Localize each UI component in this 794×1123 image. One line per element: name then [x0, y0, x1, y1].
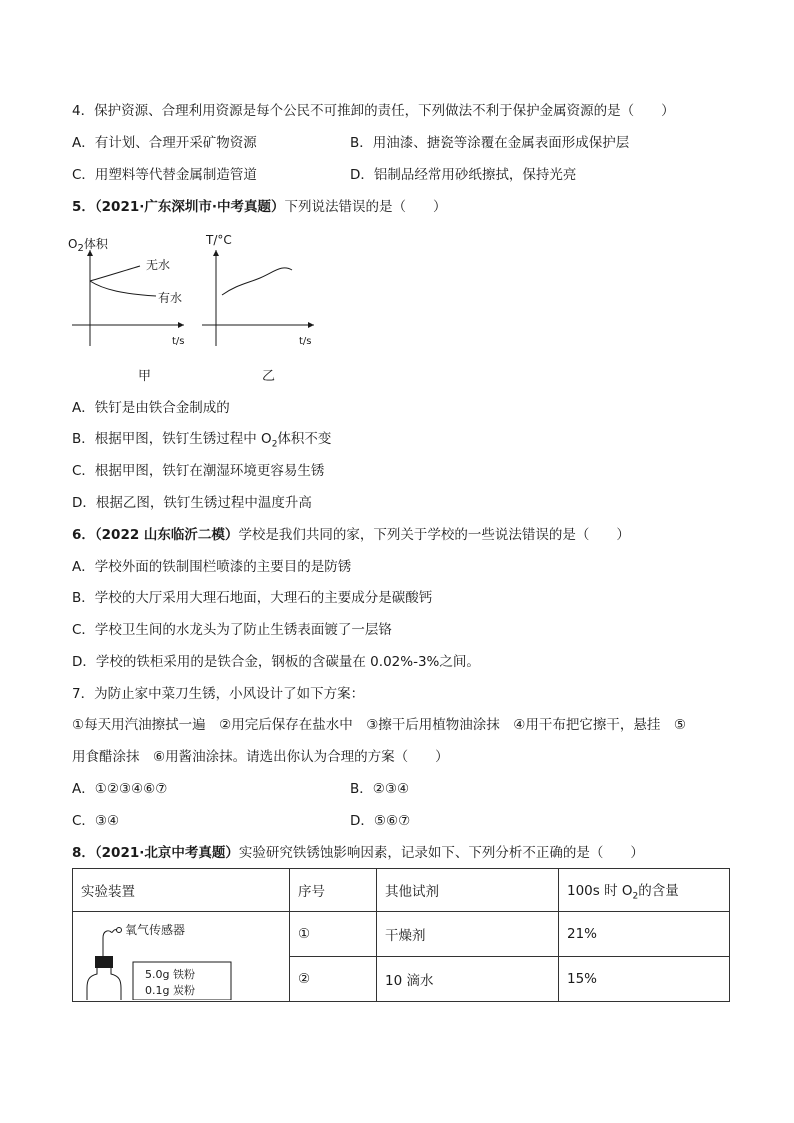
q8-stem: 实验研究铁锈蚀影响因素，记录如下、下列分析不正确的是（ ） — [238, 845, 644, 861]
q8-source: （2021·北京中考真题） — [94, 845, 239, 861]
q5-option-a: A．铁钉是由铁合金制成的 — [72, 400, 230, 416]
sensor-wire — [103, 930, 117, 956]
row-2-o2-content: 15% — [559, 957, 730, 1002]
q5-option-b: B．根据甲图，铁钉生锈过程中 $O_2$体积不变 — [72, 431, 332, 450]
row-2-number: ② — [290, 957, 377, 1002]
q7-option-c: C．③④ — [72, 813, 120, 829]
q7-option-d: D．⑤⑥⑦ — [350, 813, 411, 829]
reagent-carbon: 0.1g 炭粉 — [145, 984, 195, 997]
sensor-label: 氧气传感器 — [125, 923, 186, 937]
reagent-iron: 5.0g 铁粉 — [145, 968, 195, 981]
series-label-youshui: 有水 — [158, 291, 183, 305]
table-header-apparatus: 实验装置 — [73, 869, 290, 912]
q6-stem: 学校是我们共同的家，下列关于学校的一些说法错误的是（ ） — [238, 527, 630, 543]
table-row — [73, 912, 730, 957]
apparatus-diagram — [73, 912, 287, 1000]
experiment-table — [72, 868, 730, 1002]
row-1-o2-content: 21% — [559, 912, 730, 957]
q5-option-c: C．根据甲图，铁钉在潮湿环境更容易生锈 — [72, 463, 325, 479]
row-1-number: ① — [290, 912, 377, 957]
table-header-row — [73, 869, 730, 912]
graph-yi — [196, 228, 326, 350]
q5-source: （2021·广东深圳市·中考真题） — [94, 199, 285, 215]
q4-option-a: A．有计划、合理开采矿物资源 — [72, 135, 257, 151]
q6-number: 6． — [72, 527, 95, 543]
row-2-reagent: 10 滴水 — [377, 957, 559, 1002]
q7-stem: 7．为防止家中菜刀生锈，小风设计了如下方案： — [72, 686, 365, 702]
graph-yi-xlabel: t/s — [299, 336, 312, 347]
q7-option-a: A．①②③④⑥⑦ — [72, 781, 168, 797]
q5-stem: 下列说法错误的是（ ） — [284, 199, 447, 215]
series-line-wushui — [90, 266, 140, 281]
row-1-reagent: 干燥剂 — [377, 912, 559, 957]
apparatus-cell — [73, 912, 290, 1002]
graph-jia-ylabel: $O_2$体积 — [68, 237, 108, 254]
graph-jia-caption: 甲 — [138, 369, 152, 384]
q4-option-d: D．铝制品经常用砂纸擦拭，保持光亮 — [350, 167, 577, 183]
q4-option-c: C．用塑料等代替金属制造管道 — [72, 167, 257, 183]
q4-option-b: B．用油漆、搪瓷等涂覆在金属表面形成保护层 — [350, 135, 630, 151]
flask-stopper — [95, 956, 113, 968]
q8-number: 8． — [72, 845, 95, 861]
series-label-wushui: 无水 — [146, 258, 171, 272]
q6-option-d: D．学校的铁柜采用的是铁合金，钢板的含碳量在 0.02%-3%之间。 — [72, 654, 480, 670]
series-line-youshui — [90, 281, 156, 296]
flask-right-wall — [111, 968, 121, 1000]
graph-yi-ylabel: T/°C — [206, 233, 232, 247]
table-header-o2-content: 100s 时 $O_2$的含量 — [559, 869, 730, 912]
q6-source: （2022 山东临沂二模） — [94, 527, 239, 543]
q5-stem-line — [72, 197, 447, 217]
q6-option-c: C．学校卫生间的水龙头为了防止生锈表面镀了一层铬 — [72, 622, 392, 638]
q5-number: 5． — [72, 199, 95, 215]
q5-option-d: D．根据乙图，铁钉生锈过程中温度升高 — [72, 495, 312, 511]
table-header-number: 序号 — [290, 869, 377, 912]
graph-jia-xlabel: t/s — [172, 336, 185, 347]
series-line-temperature — [222, 268, 292, 295]
q6-option-b: B．学校的大厅采用大理石地面，大理石的主要成分是碳酸钙 — [72, 590, 433, 606]
q7-option-b: B．②③④ — [350, 781, 410, 797]
q4-stem: 4．保护资源、合理利用资源是每个公民不可推卸的责任，下列做法不利于保护金属资源的是（ ） — [72, 103, 675, 119]
graph-yi-caption: 乙 — [262, 369, 276, 384]
q6-stem-line — [72, 525, 630, 545]
q7-line-2: ①每天用汽油擦拭一遍 ②用完后保存在盐水中 ③擦干后用植物油涂抹 ④用干布把它擦干，悬挂 ⑤ — [72, 717, 687, 733]
table-header-reagent: 其他试剂 — [377, 869, 559, 912]
q6-option-a: A．学校外面的铁制围栏喷漆的主要目的是防锈 — [72, 559, 352, 575]
q8-stem-line — [72, 843, 644, 863]
graph-jia — [64, 228, 194, 350]
sensor-probe-icon — [117, 928, 122, 933]
flask-left-wall — [87, 968, 97, 1000]
q7-line-3: 用食醋涂抹 ⑥用酱油涂抹。请选出你认为合理的方案（ ） — [72, 749, 449, 765]
